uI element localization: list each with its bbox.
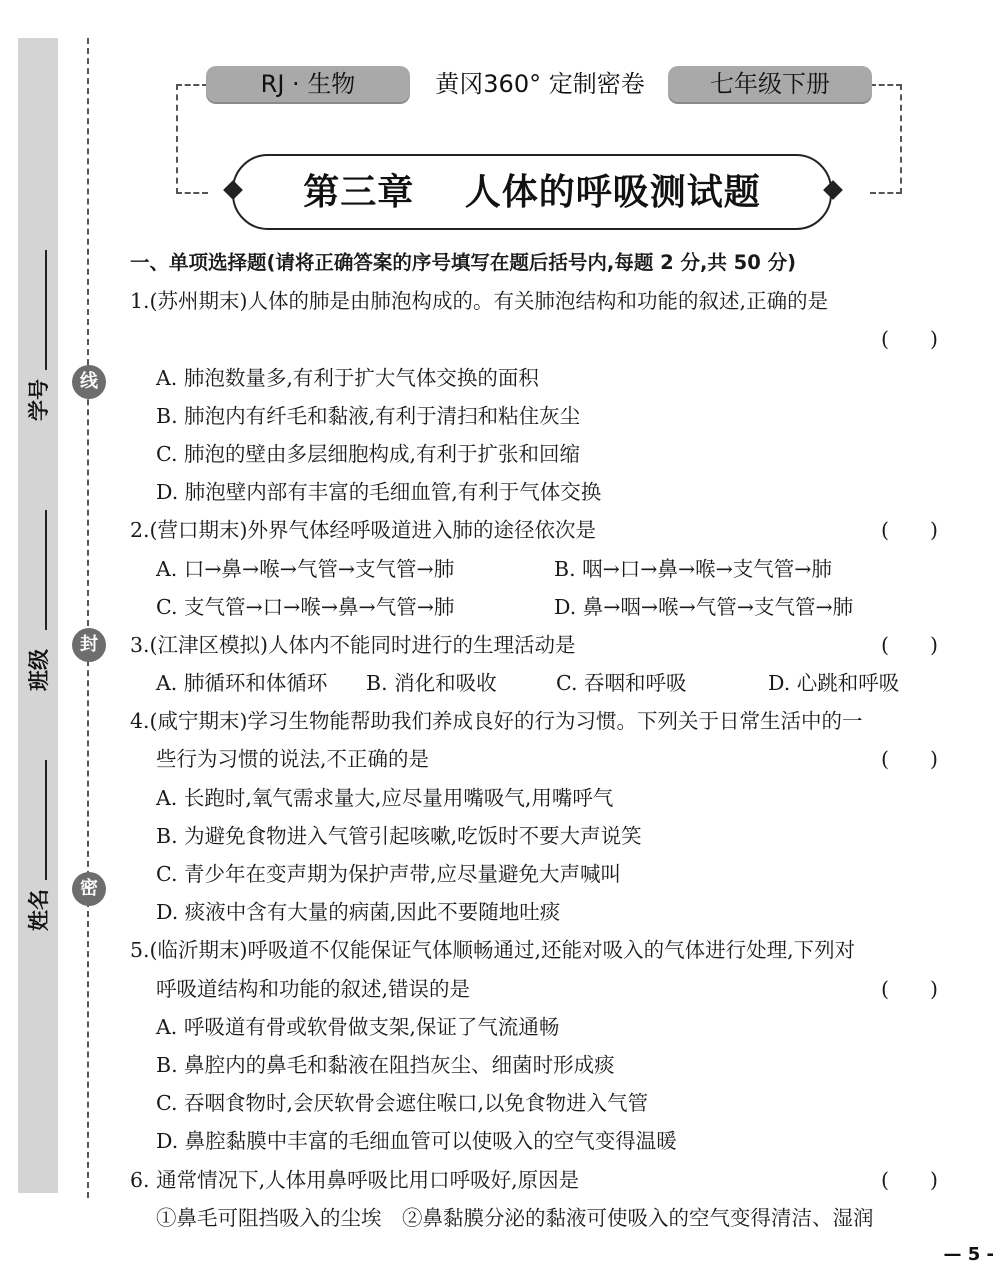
q1-option-a: A. 肺泡数量多,有利于扩大气体交换的面积 bbox=[156, 365, 539, 390]
q4-option-a: A. 长跑时,氧气需求量大,应尽量用嘴吸气,用嘴呼气 bbox=[156, 785, 614, 810]
q2-options-row1 bbox=[130, 550, 950, 588]
name-label: 姓名 bbox=[27, 889, 51, 931]
q5-option-c: C. 吞咽食物时,会厌软骨会遮住喉口,以免食物进入气管 bbox=[156, 1091, 649, 1116]
grade-pill: 七年级下册 bbox=[668, 66, 872, 102]
q4-option-d: D. 痰液中含有大量的病菌,因此不要随地吐痰 bbox=[156, 900, 561, 925]
q2-answer-bracket: ( ) bbox=[881, 518, 938, 543]
question-list bbox=[130, 244, 950, 1237]
q4-row bbox=[130, 740, 950, 778]
q3-row bbox=[130, 626, 950, 664]
q2-option-d: D. 鼻→咽→喉→气管→支气管→肺 bbox=[554, 594, 854, 619]
student-id-label: 学号 bbox=[27, 379, 51, 421]
q5-stem-line2: 呼吸道结构和功能的叙述,错误的是 bbox=[156, 976, 471, 1001]
q3-option-d: D. 心跳和呼吸 bbox=[768, 671, 900, 696]
seal-secret-mark: 密 bbox=[72, 872, 106, 906]
seal-dashed-line bbox=[87, 38, 89, 1198]
q4-answer-bracket: ( ) bbox=[881, 747, 938, 772]
q3-answer-bracket: ( ) bbox=[881, 632, 938, 657]
q5-option-b: B. 鼻腔内的鼻毛和黏液在阻挡灰尘、细菌时形成痰 bbox=[156, 1052, 615, 1077]
header-frame-right bbox=[870, 84, 902, 194]
q2-option-b: B. 咽→口→鼻→喉→支气管→肺 bbox=[554, 556, 832, 581]
q4-stem-line2: 些行为习惯的说法,不正确的是 bbox=[156, 747, 430, 772]
seal-seal-mark: 封 bbox=[72, 628, 106, 662]
q6-stem: 6. 通常情况下,人体用鼻呼吸比用口呼吸好,原因是 bbox=[130, 1167, 580, 1192]
q5-option-d: D. 鼻腔黏膜中丰富的毛细血管可以使吸入的空气变得温暖 bbox=[156, 1129, 677, 1154]
q3-option-a: A. 肺循环和体循环 bbox=[156, 671, 328, 696]
series-title: 黄冈360° 定制密卷 bbox=[435, 70, 645, 98]
q2-option-a: A. 口→鼻→喉→气管→支气管→肺 bbox=[156, 556, 455, 581]
header-frame-left bbox=[176, 84, 208, 194]
q4-option-b: B. 为避免食物进入气管引起咳嗽,吃饭时不要大声说笑 bbox=[156, 823, 642, 848]
q5-option-a: A. 呼吸道有骨或软骨做支架,保证了气流通畅 bbox=[156, 1014, 560, 1039]
q2-stem: 2.(营口期末)外界气体经呼吸道进入肺的途径依次是 bbox=[130, 518, 597, 543]
subject-pill: RJ · 生物 bbox=[206, 66, 410, 102]
q6-items: ①鼻毛可阻挡吸入的尘埃 ②鼻黏膜分泌的黏液可使吸入的空气变得清洁、湿润 bbox=[156, 1205, 874, 1230]
q1-stem: 1.(苏州期末)人体的肺是由肺泡构成的。有关肺泡结构和功能的叙述,正确的是 bbox=[130, 289, 829, 314]
q4-option-c: C. 青少年在变声期为保护声带,应尽量避免大声喊叫 bbox=[156, 862, 622, 886]
q5-row bbox=[130, 970, 950, 1008]
q1-option-d: D. 肺泡壁内部有丰富的毛细血管,有利于气体交换 bbox=[156, 480, 602, 505]
page-number: — 5 - bbox=[943, 1244, 994, 1265]
q3-option-b: B. 消化和吸收 bbox=[366, 671, 497, 696]
seal-line-mark: 线 bbox=[72, 365, 106, 399]
q6-row bbox=[130, 1161, 950, 1199]
q3-options-row bbox=[130, 664, 950, 702]
q5-stem-line1: 5.(临沂期末)呼吸道不仅能保证气体顺畅通过,还能对吸入的气体进行处理,下列对 bbox=[130, 938, 856, 963]
q5-answer-bracket: ( ) bbox=[881, 976, 938, 1001]
name-blank bbox=[33, 760, 47, 880]
class-label: 班级 bbox=[27, 649, 51, 691]
q1-answer-bracket: ( ) bbox=[881, 327, 938, 352]
section-heading: 一、单项选择题(请将正确答案的序号填写在题后括号内,每题 2 分,共 50 分) bbox=[130, 251, 796, 274]
q3-option-c: C. 吞咽和呼吸 bbox=[556, 671, 687, 696]
page-title: 第三章 人体的呼吸测试题 bbox=[303, 171, 761, 213]
q2-row bbox=[130, 511, 950, 549]
q1-option-c: C. 肺泡的壁由多层细胞构成,有利于扩张和回缩 bbox=[156, 441, 581, 466]
q4-stem-line1: 4.(咸宁期末)学习生物能帮助我们养成良好的行为习惯。下列关于日常生活中的一 bbox=[130, 709, 863, 734]
q6-answer-bracket: ( ) bbox=[881, 1167, 938, 1192]
q3-stem: 3.(江津区模拟)人体内不能同时进行的生理活动是 bbox=[130, 632, 576, 657]
q2-options-row2 bbox=[130, 588, 950, 626]
q1-option-b: B. 肺泡内有纤毛和黏液,有利于清扫和粘住灰尘 bbox=[156, 403, 581, 428]
student-id-blank bbox=[33, 250, 47, 370]
q1-answer-row bbox=[130, 320, 950, 358]
q2-option-c: C. 支气管→口→喉→鼻→气管→肺 bbox=[156, 594, 455, 619]
class-blank bbox=[33, 510, 47, 630]
